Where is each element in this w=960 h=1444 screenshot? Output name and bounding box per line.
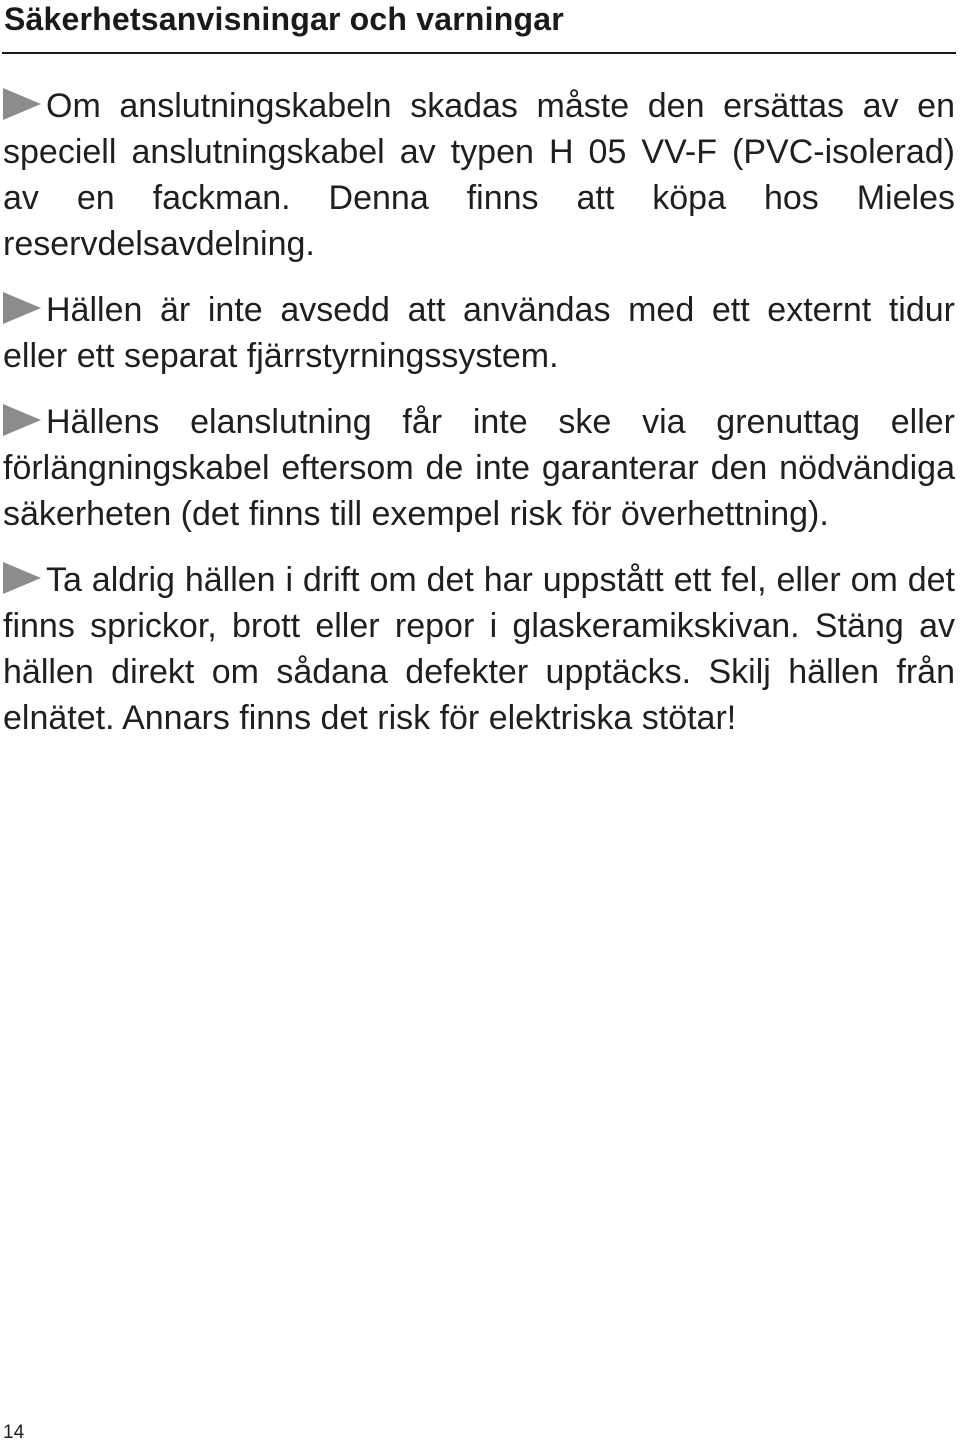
warning-item <box>3 557 955 741</box>
page-title: Säkerhetsanvisningar och varningar <box>4 1 564 37</box>
arrow-icon <box>3 562 41 594</box>
warning-text: Om anslutningskabeln skadas måste den ersättas av en speciell anslutningskabel av typen H 05 VV-F (PVC-isolerad) av en fackman. Denna finns att köpa hos Mieles reservdelsavdelning. <box>3 87 955 263</box>
warning-item <box>3 83 955 267</box>
warning-item <box>3 399 955 537</box>
warning-text: Ta aldrig hällen i drift om det har uppstått ett fel, eller om det finns sprickor, brott eller repor i glaskeramikskivan. Stäng av hällen direkt om sådana defekter upptäcks. Skilj hällen från elnätet. Annars finns det risk för elektriska stötar! <box>3 561 955 737</box>
arrow-icon <box>3 88 41 120</box>
page-header <box>2 0 956 54</box>
arrow-icon <box>3 404 41 436</box>
page-number: 14 <box>3 1422 25 1443</box>
warning-item <box>3 287 955 379</box>
arrow-icon <box>3 292 41 324</box>
warnings-list <box>3 83 955 761</box>
warning-text: Hällen är inte avsedd att användas med ett externt tidur eller ett separat fjärrstyrningssystem. <box>3 291 955 375</box>
warning-text: Hällens elanslutning får inte ske via grenuttag eller förlängningskabel eftersom de inte garanterar den nödvändiga säkerheten (det finns till exempel risk för överhettning). <box>3 403 955 533</box>
